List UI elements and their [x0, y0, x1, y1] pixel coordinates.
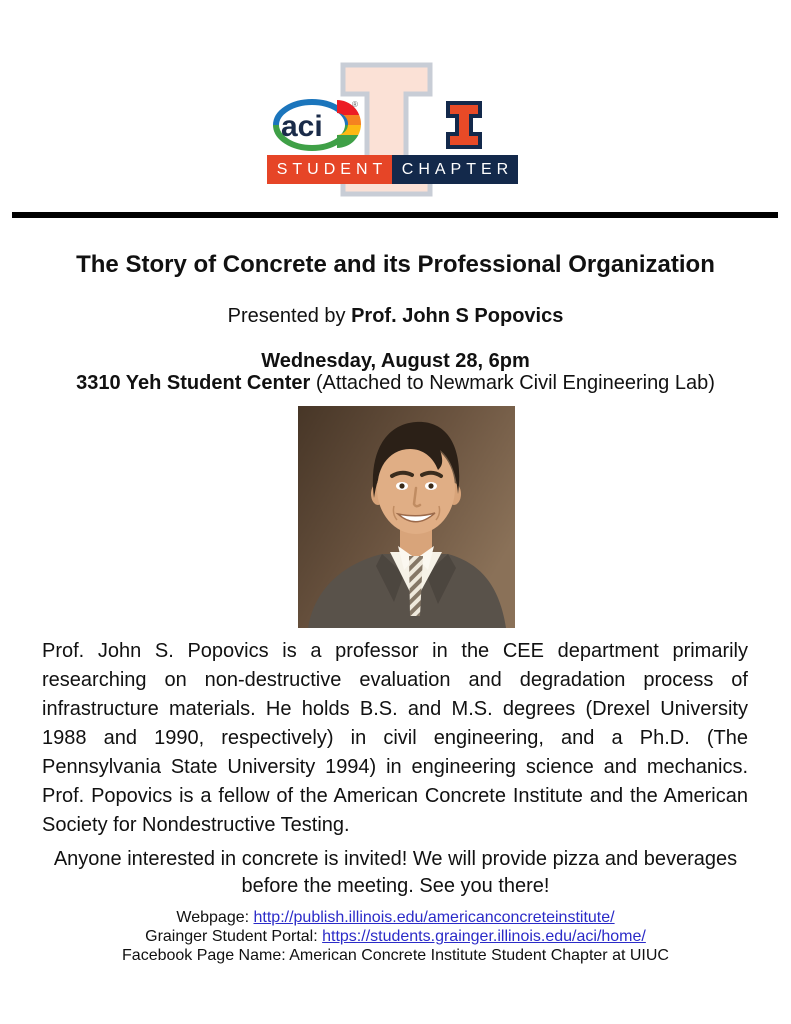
aci-logo-text: aci [281, 110, 323, 143]
webpage-link[interactable]: http://publish.illinois.edu/americanconcreteinstitute/ [253, 909, 615, 926]
speaker-photo [298, 406, 515, 628]
banner-student-label: STUDENT [267, 155, 392, 184]
presented-by-line [0, 305, 791, 328]
webpage-label: Webpage: [176, 909, 254, 926]
registered-mark: ® [352, 100, 358, 109]
invitation-text: Anyone interested in concrete is invited! We will provide pizza and beverages before the meeting. See you there! [53, 848, 738, 897]
event-location-detail: (Attached to Newmark Civil Engineering Lab) [310, 372, 715, 394]
event-datetime: Wednesday, August 28, 6pm [261, 350, 530, 372]
speaker-bio-paragraph: Prof. John S. Popovics is a professor in the CEE department primarily researching on non-destructive evaluation and degradation process of infrastructure materials. He holds B.S. and M.S. degrees (Drexel University 1988 and 1990, respectively) in civil engineering, and a Ph.D. (The Pennsylvania State University 1994) in engineering science and mechanics. Prof. Popovics is a fellow of the American Concrete Institute and the American Society for Nondestructive Testing. [42, 640, 748, 836]
speaker-portrait-image [298, 406, 515, 628]
event-location-line [0, 372, 791, 395]
event-location-name: 3310 Yeh Student Center [76, 372, 311, 394]
links-section [0, 908, 791, 965]
presenter-name: Prof. John S Popovics [351, 305, 564, 327]
grainger-portal-link[interactable]: https://students.grainger.illinois.edu/aci/home/ [322, 928, 646, 945]
grainger-portal-label: Grainger Student Portal: [145, 928, 323, 945]
grainger-portal-link-line [0, 927, 791, 946]
aci-logo-icon [273, 98, 363, 152]
student-chapter-banner [267, 155, 518, 184]
webpage-link-line [0, 908, 791, 927]
banner-chapter-label: CHAPTER [392, 155, 518, 184]
divider-rule [12, 212, 778, 218]
logo-lockup [262, 62, 530, 198]
event-title: The Story of Concrete and its Professional Organization [76, 251, 715, 278]
presented-by-prefix: Presented by [227, 305, 352, 327]
illinois-block-i-icon [444, 99, 484, 151]
facebook-page-line: Facebook Page Name: American Concrete Institute Student Chapter at UIUC [122, 947, 669, 964]
